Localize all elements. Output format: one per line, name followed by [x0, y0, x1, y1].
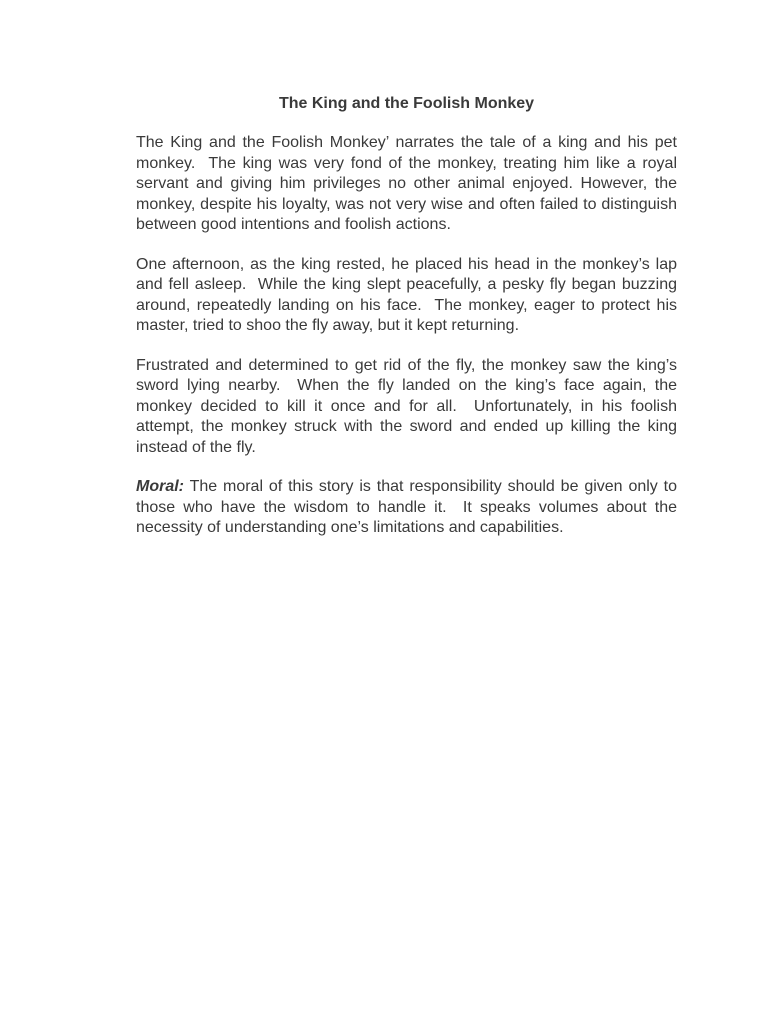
moral-text: The moral of this story is that responsibility should be given only to those who have the wisdom to handle it. It speaks volumes about the necessity of understanding one’s limitations and capabilities.: [136, 478, 682, 536]
moral-paragraph: [136, 477, 682, 539]
paragraph-afternoon: One afternoon, as the king rested, he placed his head in the monkey’s lap and fell asleep. While the king slept peacefully, a pesky fly began buzzing around, repeatedly landing on his face. The monkey, eager to protect his master, tried to shoo the fly away, but it kept returning.: [136, 255, 682, 334]
moral-label: Moral:: [136, 478, 184, 495]
paragraph-sword: Frustrated and determined to get rid of the fly, the monkey saw the king’s sword lying nearby. When the fly landed on the king’s face again, the monkey decided to kill it once and for all. Unfortunately, in his foolish attempt, the monkey struck with the sword and ended up killing the king instead of the fly.: [136, 356, 682, 456]
document-title: The King and the Foolish Monkey: [278, 95, 535, 112]
paragraph-intro: The King and the Foolish Monkey’ narrates the tale of a king and his pet monkey. The king was very fond of the monkey, treating him like a royal servant and giving him privileges no other animal enjoyed. However, the monkey, despite his loyalty, was not very wise and often failed to distinguish between good intentions and foolish actions.: [136, 134, 682, 233]
document-page: [136, 94, 682, 539]
